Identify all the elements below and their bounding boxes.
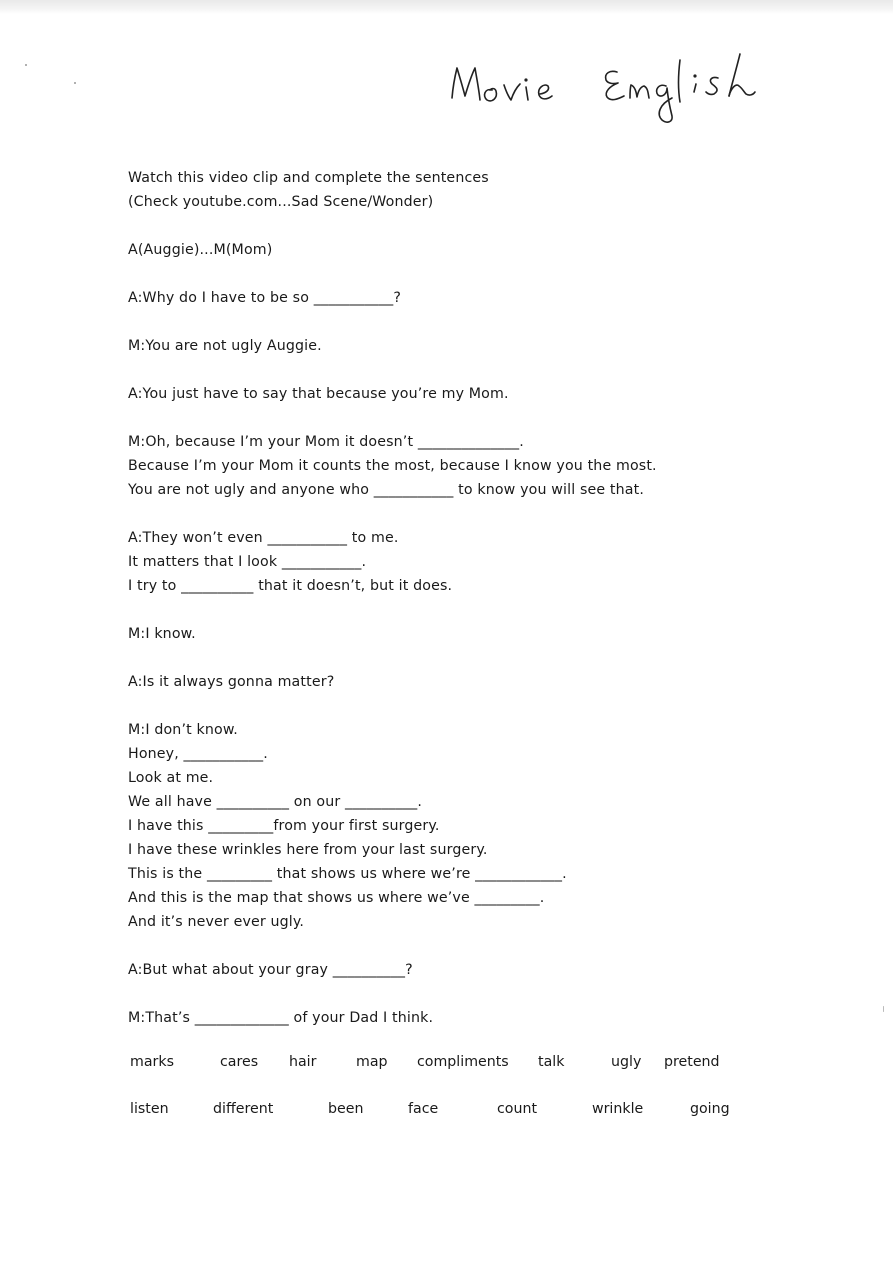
characters-line: A(Auggie)...M(Mom) [128, 242, 273, 258]
dialogue-line: A:But what about your gray __________? [128, 962, 413, 978]
dialogue-line: Honey, ___________. [128, 746, 268, 762]
dialogue-line: I have these wrinkles here from your last surgery. [128, 842, 488, 858]
dialogue-line: And this is the map that shows us where we’ve _________. [128, 890, 545, 906]
dialogue-line: M:You are not ugly Auggie. [128, 338, 322, 354]
dialogue-line: A:They won’t even ___________ to me. [128, 530, 399, 546]
dialogue-line: We all have __________ on our __________. [128, 794, 423, 810]
spacer [128, 934, 828, 958]
handwritten-title [440, 40, 770, 140]
spacer [128, 598, 828, 622]
word-bank-word: wrinkle [592, 1101, 644, 1117]
dialogue-line: M:Oh, because I’m your Mom it doesn’t ______________. [128, 434, 524, 450]
word-bank-word: talk [538, 1054, 565, 1070]
word-bank-row-2 [130, 1101, 770, 1125]
word-bank-word: ugly [611, 1054, 642, 1070]
word-bank-word: count [497, 1101, 538, 1117]
spacer [128, 646, 828, 670]
word-bank-row-1 [130, 1054, 770, 1078]
spacer [128, 694, 828, 718]
spacer [128, 310, 828, 334]
worksheet-body [128, 166, 828, 1030]
word-bank-word: marks [130, 1054, 174, 1070]
scan-edge-shadow [0, 0, 893, 14]
word-bank-word: pretend [664, 1054, 720, 1070]
spacer [128, 502, 828, 526]
dialogue-line: Look at me. [128, 770, 214, 786]
word-bank-word: going [690, 1101, 730, 1117]
word-bank-word: map [356, 1054, 388, 1070]
dialogue-line: It matters that I look ___________. [128, 554, 367, 570]
spacer [128, 358, 828, 382]
dialogue-line: M:I don’t know. [128, 722, 238, 738]
word-bank-word: compliments [417, 1054, 509, 1070]
word-bank-word: cares [220, 1054, 259, 1070]
word-bank-word: been [328, 1101, 364, 1117]
scan-speck [74, 82, 76, 84]
spacer [128, 214, 828, 238]
word-bank-word: listen [130, 1101, 169, 1117]
spacer [128, 982, 828, 1006]
source-line: (Check youtube.com...Sad Scene/Wonder) [128, 194, 434, 210]
dialogue-line: A:Why do I have to be so ___________? [128, 290, 402, 306]
dialogue-line: I have this _________from your first surgery. [128, 818, 440, 834]
word-bank-word: hair [289, 1054, 317, 1070]
dialogue-line: You are not ugly and anyone who ___________ to know you will see that. [128, 482, 644, 498]
dialogue-line: I try to __________ that it doesn’t, but it does. [128, 578, 453, 594]
dialogue-line: A:You just have to say that because you’re my Mom. [128, 386, 509, 402]
dialogue-line: Because I’m your Mom it counts the most, because I know you the most. [128, 458, 657, 474]
dialogue-line: M:That’s _____________ of your Dad I think. [128, 1010, 434, 1026]
word-bank-word: different [213, 1101, 274, 1117]
scan-speck [883, 1006, 884, 1012]
word-bank-word: face [408, 1101, 439, 1117]
spacer [128, 262, 828, 286]
scan-speck [25, 64, 27, 66]
dialogue-line: This is the _________ that shows us where we’re ____________. [128, 866, 567, 882]
dialogue-line: M:I know. [128, 626, 196, 642]
instruction-line: Watch this video clip and complete the sentences [128, 170, 489, 186]
dialogue-line: And it’s never ever ugly. [128, 914, 305, 930]
dialogue-line: A:Is it always gonna matter? [128, 674, 335, 690]
spacer [128, 406, 828, 430]
